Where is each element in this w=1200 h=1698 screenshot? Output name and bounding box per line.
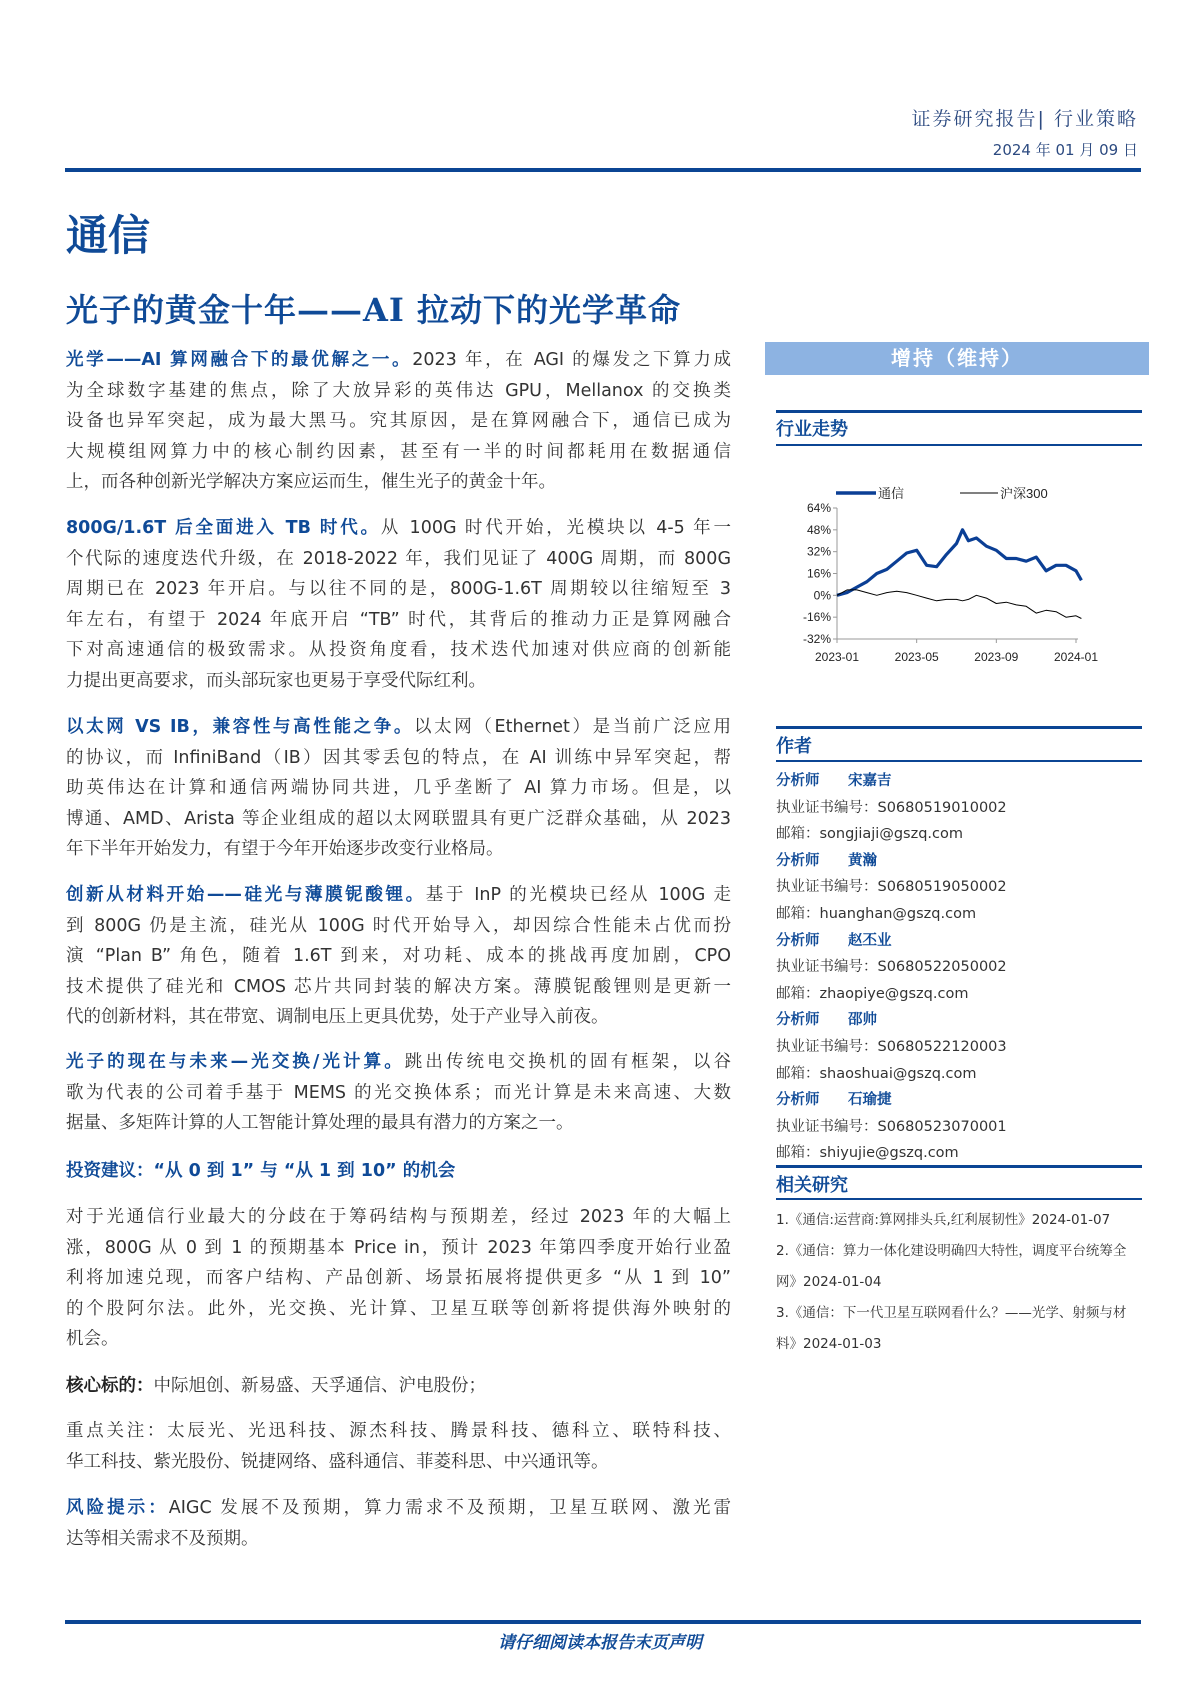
author-name-row — [776, 1007, 1007, 1034]
author-role: 分析师 — [776, 1092, 820, 1109]
paragraph-text: 歌为代表的公司着手基于 MEMS 的光交换体系；而光计算是未来高速、大数 — [66, 1082, 731, 1103]
related-research-item[interactable]: 1.《通信:运营商:算网排头兵,红利展韧性》2024-01-07 — [776, 1212, 1111, 1228]
author-email[interactable]: huanghan@gszq.com — [819, 905, 977, 922]
cert-label: 执业证书编号： — [776, 1038, 878, 1055]
author-name-row — [776, 1087, 1007, 1114]
cert-number: S0680522120003 — [877, 1038, 1007, 1055]
paragraph-text: 以太网（Ethernet）是当前广泛应用 — [413, 717, 731, 737]
paragraph-text: 对于光通信行业最大的分歧在于筹码结构与预期差，经过 2023 年的大幅上 — [66, 1207, 731, 1227]
text-line — [66, 574, 731, 605]
text-line — [66, 406, 731, 437]
y-tick-label: 0% — [813, 588, 831, 603]
email-label: 邮箱： — [776, 1145, 820, 1162]
paragraph-text: 博通、AMD、Arista 等企业组成的超以太网联盟具有更广泛群众基础，从 2023 — [66, 808, 731, 829]
text-line — [66, 1416, 731, 1447]
paragraph — [66, 712, 731, 865]
text-line — [66, 437, 731, 468]
x-tick-label: 2024-01 — [1053, 650, 1099, 664]
paragraph-text: 助英伟达在计算和通信两端协同共进，几乎垄断了 AI 算力市场。但是，以 — [66, 778, 731, 798]
cert-number: S0680523070001 — [877, 1118, 1007, 1135]
text-line — [66, 1202, 731, 1233]
author-name-row — [776, 848, 1007, 875]
industry-trend-chart — [760, 470, 1150, 680]
paragraph-text: 达等相关需求不及预期。 — [66, 1528, 259, 1549]
paragraph — [66, 1371, 731, 1402]
paragraph-text: 代的创新材料，其在带宽、调制电压上更具优势，处于产业导入前夜。 — [66, 1007, 609, 1027]
text-line — [66, 1447, 731, 1478]
text-line — [66, 666, 731, 697]
paragraph-lead: 光学——AI 算网融合下的最优解之一。 — [66, 350, 413, 370]
paragraph-text: 为全球数字基建的焦点，除了大放异彩的英伟达 GPU，Mellanox 的交换类 — [66, 380, 731, 401]
divider — [776, 444, 1142, 446]
paragraph-text: 周期已在 2023 年开启。与以往不同的是，800G-1.6T 周期较以往缩短至 3 — [66, 579, 731, 599]
text-line — [66, 1263, 731, 1294]
paragraph-lead: 光子的现在与未来—光交换/光计算。 — [66, 1052, 405, 1072]
divider — [776, 1165, 1142, 1168]
paragraph-text: 的协议，而 InfiniBand（IB）因其零丢包的特点，在 AI 训练中异军突起，帮 — [66, 747, 731, 768]
text-line — [66, 605, 731, 636]
footer-divider — [65, 1620, 1141, 1624]
text-line — [66, 941, 731, 972]
related-heading: 相关研究 — [776, 1175, 848, 1196]
paragraph-text: 下对高速通信的极致需求。从投资角度看，技术迭代加速对供应商的创新能 — [66, 640, 731, 660]
text-line — [66, 880, 731, 911]
paragraph-lead: 风险提示： — [66, 1498, 169, 1518]
x-tick-label: 2023-01 — [814, 650, 860, 664]
email-label: 邮箱： — [776, 1065, 820, 1082]
y-tick-label: 64% — [806, 501, 831, 515]
author-email-row — [776, 1140, 1007, 1167]
author-email[interactable]: shaoshuai@gszq.com — [819, 1065, 977, 1082]
related-research-item[interactable]: 2.《通信：算力一体化建设明确四大特性，调度平台统筹全网》2024-01-04 — [776, 1243, 1127, 1290]
y-tick-label: 48% — [806, 522, 831, 537]
text-line — [66, 911, 731, 942]
invest-heading: 投资建议：“从 0 到 1” 与 “从 1 到 10” 的机会 — [66, 1161, 456, 1181]
series-line-tongxin — [837, 530, 1081, 596]
x-tick-label: 2023-09 — [974, 650, 1019, 664]
x-tick-label: 2023-05 — [894, 650, 939, 664]
text-line — [66, 1233, 731, 1264]
paragraph-lead: 核心标的： — [66, 1376, 154, 1396]
author-cert-row — [776, 795, 1007, 822]
cert-label: 执业证书编号： — [776, 959, 878, 976]
email-label: 邮箱： — [776, 985, 820, 1002]
cert-number: S0680519010002 — [877, 799, 1007, 816]
paragraph-text: 跳出传统电交换机的固有框架，以谷 — [404, 1052, 732, 1072]
author-name: 石瑜捷 — [848, 1092, 892, 1109]
divider — [776, 726, 1142, 729]
paragraph-text: 华工科技、紫光股份、锐捷网络、盛科通信、菲菱科思、中兴通讯等。 — [66, 1451, 609, 1472]
author-email-row — [776, 981, 1007, 1008]
paragraph-text: 大规模组网算力中的核心制约因素，甚至有一半的时间都耗用在数据通信 — [66, 441, 731, 462]
text-line — [66, 635, 731, 666]
text-line — [66, 1108, 731, 1139]
text-line — [66, 376, 731, 407]
author-role: 分析师 — [776, 932, 820, 949]
author-role: 分析师 — [776, 1012, 820, 1029]
text-line — [66, 513, 731, 544]
paragraph-text: 基于 InP 的光模块已经从 100G 走 — [425, 885, 731, 905]
author-role: 分析师 — [776, 773, 820, 789]
paragraph — [66, 880, 731, 1033]
paragraph-text: 2023 年，在 AGI 的爆发之下算力成 — [412, 350, 731, 370]
legend-label-hs300: 沪深300 — [1000, 486, 1048, 501]
author-name: 宋嘉吉 — [848, 773, 892, 789]
author-name: 赵丕业 — [848, 932, 892, 949]
paragraph-text: 年左右，有望于 2024 年底开启 “TB” 时代，其背后的推动力正是算网融合 — [66, 609, 731, 630]
author-email-row — [776, 821, 1007, 848]
paragraph-text: 设备也异军突起，成为最大黑马。究其原因，是在算网融合下，通信已成为 — [66, 411, 731, 431]
cert-number: S0680522050002 — [877, 959, 1007, 976]
rating-badge: 增持（维持） — [765, 342, 1149, 375]
text-line — [66, 834, 731, 865]
email-label: 邮箱： — [776, 905, 820, 922]
text-line — [66, 1078, 731, 1109]
paragraph-lead: 以太网 VS IB，兼容性与高性能之争。 — [66, 717, 414, 737]
paragraph-text: 个代际的速度迭代升级，在 2018-2022 年，我们见证了 400G 周期，而 800G — [66, 548, 731, 569]
text-line — [66, 1493, 731, 1524]
text-line — [66, 743, 731, 774]
y-tick-label: -16% — [802, 610, 831, 625]
paragraph-text: 重点关注：太辰光、光迅科技、源杰科技、腾景科技、德科立、联特科技、 — [66, 1421, 731, 1441]
divider — [776, 410, 1142, 413]
author-email[interactable]: songjiaji@gszq.com — [819, 826, 963, 843]
paragraph — [66, 1416, 731, 1477]
paragraph-text: 演 “Plan B” 角色，随着 1.6T 到来，对功耗、成本的挑战再度加剧，CPO — [66, 946, 731, 966]
cert-label: 执业证书编号： — [776, 799, 878, 816]
text-line — [66, 1294, 731, 1325]
paragraph-text: 利将加速兑现，而客户结构、产品创新、场景拓展将提供更多 “从 1 到 10” — [66, 1268, 731, 1288]
industry-name: 通信 — [66, 211, 151, 260]
author-cert-row — [776, 954, 1007, 981]
paragraph-text: 力提出更高要求，而头部玩家也更易于享受代际红利。 — [66, 670, 486, 691]
text-line — [66, 1324, 731, 1355]
related-research-item[interactable]: 3.《通信：下一代卫星互联网看什么？——光学、射频与材料》2024-01-03 — [776, 1305, 1127, 1352]
report-date: 2024 年 01 月 09 日 — [992, 141, 1138, 159]
report-type: 证券研究报告| 行业策略 — [911, 108, 1138, 130]
header-divider — [65, 168, 1141, 172]
paragraph-lead: 创新从材料开始——硅光与薄膜铌酸锂。 — [66, 885, 426, 905]
text-line — [66, 345, 731, 376]
paragraph — [66, 1047, 731, 1139]
cert-label: 执业证书编号： — [776, 879, 878, 896]
divider — [776, 760, 1142, 762]
text-line — [66, 1524, 731, 1555]
paragraph-lead: 800G/1.6T 后全面进入 TB 时代。 — [66, 518, 381, 538]
paragraph-text: 据量、多矩阵计算的人工智能计算处理的最具有潜力的方案之一。 — [66, 1113, 574, 1133]
text-line — [66, 972, 731, 1003]
email-label: 邮箱： — [776, 826, 820, 843]
paragraph-text: 涨，800G 从 0 到 1 的预期基本 Price in，预计 2023 年第四季度开始行业盈 — [66, 1237, 731, 1258]
author-name-row — [776, 928, 1007, 955]
paragraph-text: 上，而各种创新光学解决方案应运而生，催生光子的黄金十年。 — [66, 472, 556, 492]
author-role: 分析师 — [776, 852, 820, 869]
author-name: 邵帅 — [848, 1012, 877, 1029]
trend-heading: 行业走势 — [776, 419, 848, 440]
paragraph-text: AIGC 发展不及预期，算力需求不及预期，卫星互联网、激光雷 — [168, 1498, 732, 1518]
report-title: 光子的黄金十年——AI 拉动下的光学革命 — [66, 291, 681, 329]
paragraph-text: 的个股阿尔法。此外，光交换、光计算、卫星互联等创新将提供海外映射的 — [66, 1298, 731, 1319]
text-line — [66, 1371, 731, 1402]
text-line — [66, 467, 731, 498]
paragraph — [66, 1493, 731, 1554]
related-research-list — [776, 1205, 1146, 1360]
cert-number: S0680519050002 — [877, 879, 1007, 896]
series-line-hs300 — [837, 590, 1081, 619]
divider — [776, 1198, 1142, 1200]
y-tick-label: 32% — [806, 544, 831, 559]
author-email-row — [776, 1061, 1007, 1088]
author-name: 黄瀚 — [848, 852, 877, 869]
author-email[interactable]: shiyujie@gszq.com — [819, 1145, 959, 1162]
author-email[interactable]: zhaopiye@gszq.com — [819, 985, 969, 1002]
authors-heading: 作者 — [776, 736, 812, 757]
text-line — [66, 804, 731, 835]
author-cert-row — [776, 874, 1007, 901]
paragraph-text: 技术提供了硅光和 CMOS 芯片共同封装的解决方案。薄膜铌酸锂则是更新一 — [66, 976, 731, 997]
paragraph-text: 中际旭创、新易盛、天孚通信、沪电股份； — [153, 1376, 486, 1396]
author-cert-row — [776, 1034, 1007, 1061]
paragraph-text: 年下半年开始发力，有望于今年开始逐步改变行业格局。 — [66, 839, 504, 859]
legend-label-tongxin: 通信 — [878, 486, 905, 501]
text-line — [66, 712, 731, 743]
paragraph — [66, 513, 731, 696]
y-tick-label: -32% — [802, 632, 831, 646]
author-name-row — [776, 768, 1007, 795]
author-email-row — [776, 901, 1007, 928]
y-tick-label: 16% — [806, 566, 831, 581]
paragraph-text: 到 800G 仍是主流，硅光从 100G 时代开始导入，却因综合性能未占优而扮 — [66, 915, 731, 936]
cert-label: 执业证书编号： — [776, 1118, 878, 1135]
paragraph — [66, 1202, 731, 1355]
paragraph-text: 从 100G 时代开始，光模块以 4-5 年一 — [380, 518, 731, 538]
text-line — [66, 544, 731, 575]
footer-disclaimer: 请仔细阅读本报告末页声明 — [498, 1633, 702, 1653]
author-list — [776, 768, 1007, 1167]
text-line — [66, 1002, 731, 1033]
paragraph — [66, 345, 731, 498]
author-cert-row — [776, 1114, 1007, 1141]
paragraph-text: 机会。 — [66, 1329, 119, 1349]
text-line — [66, 773, 731, 804]
text-line — [66, 1047, 731, 1078]
